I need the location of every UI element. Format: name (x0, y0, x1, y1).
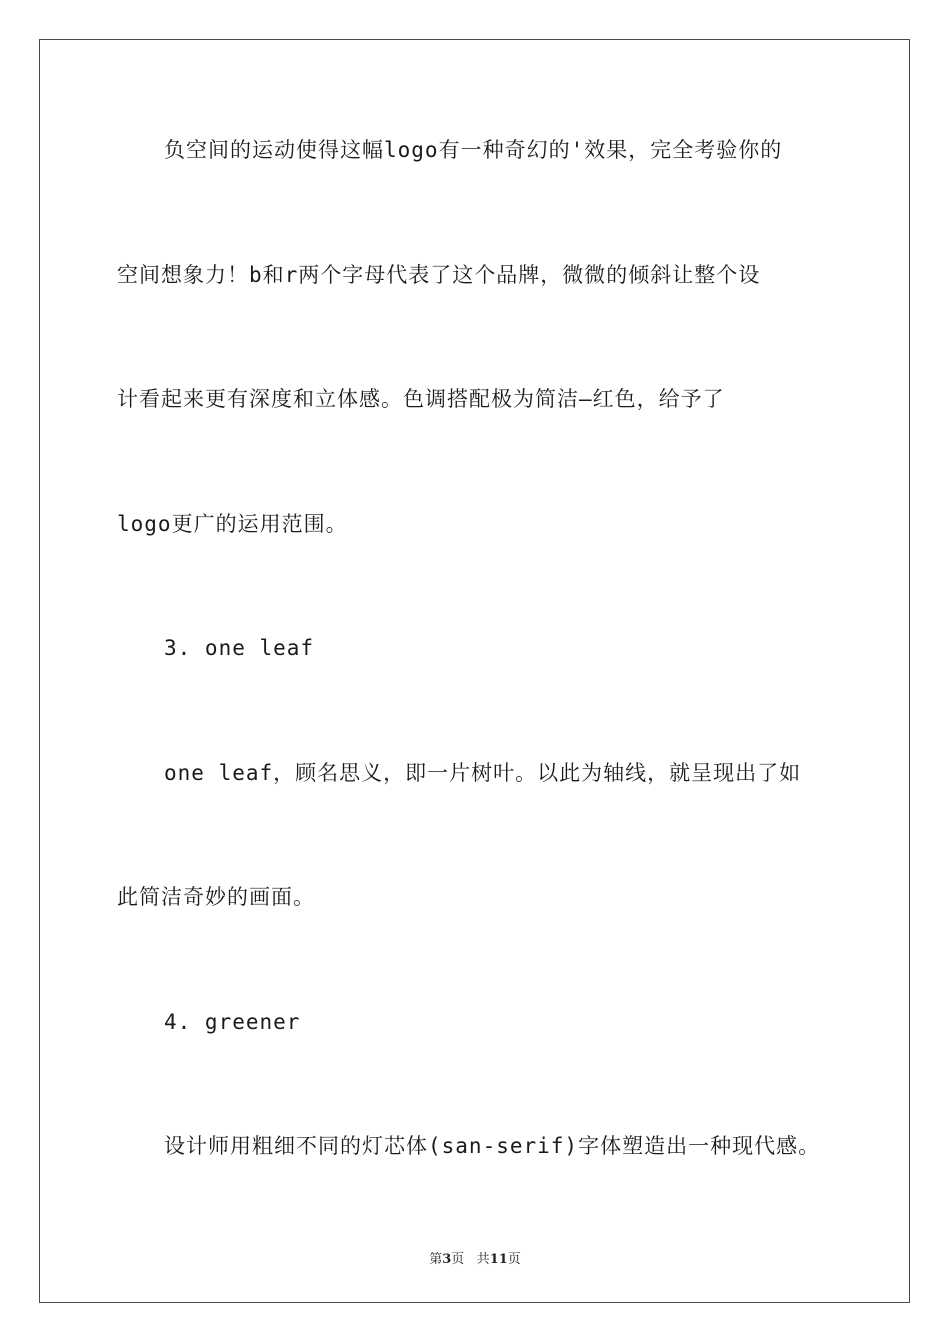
footer-page-prefix: 第 (429, 1252, 443, 1267)
page-border (39, 39, 910, 1303)
paragraph-line-6: 此简洁奇妙的画面。 (117, 885, 315, 909)
paragraph-line-7: 设计师用粗细不同的灯芯体(san-serif)字体塑造出一种现代感。 (164, 1134, 821, 1158)
footer-page-number: 3 (442, 1252, 452, 1267)
paragraph-line-2: 空间想象力！b和r两个字母代表了这个品牌，微微的倾斜让整个设 (117, 263, 761, 287)
paragraph-line-5: one leaf，顾名思义，即一片树叶。以此为轴线，就呈现出了如 (164, 761, 802, 785)
footer-total-prefix: 共 (476, 1252, 490, 1267)
paragraph-line-4: logo更广的运用范围。 (117, 512, 348, 536)
paragraph-line-1: 负空间的运动使得这幅logo有一种奇幻的'效果，完全考验你的 (164, 138, 783, 162)
page-footer (0, 1248, 950, 1267)
section-heading-greener: 4. greener (164, 1010, 301, 1034)
footer-total-suffix: 页 (507, 1252, 521, 1267)
footer-total-pages: 11 (489, 1252, 508, 1267)
section-heading-one-leaf: 3. one leaf (164, 636, 315, 660)
paragraph-line-3: 计看起来更有深度和立体感。色调搭配极为简洁—红色，给予了 (117, 387, 725, 411)
footer-page-suffix: 页 (451, 1252, 465, 1267)
